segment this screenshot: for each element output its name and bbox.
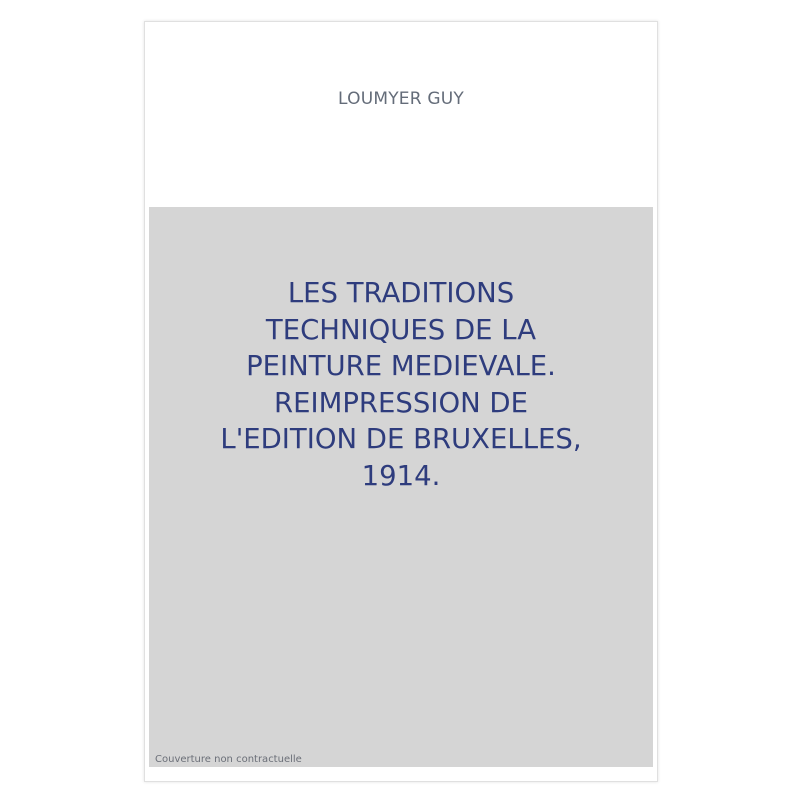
book-title: [149, 275, 653, 494]
title-line: L'EDITION DE BRUXELLES,: [220, 423, 582, 455]
title-line: PEINTURE MEDIEVALE.: [246, 350, 556, 382]
title-panel: [149, 207, 653, 767]
title-line: 1914.: [361, 459, 441, 492]
title-line: LES TRADITIONS: [287, 277, 515, 309]
title-line: TECHNIQUES DE LA: [265, 313, 537, 346]
author-name: LOUMYER GUY: [338, 89, 464, 109]
title-line: REIMPRESSION DE: [274, 386, 528, 419]
cover-disclaimer: Couverture non contractuelle: [155, 754, 302, 765]
book-cover: [144, 21, 658, 782]
